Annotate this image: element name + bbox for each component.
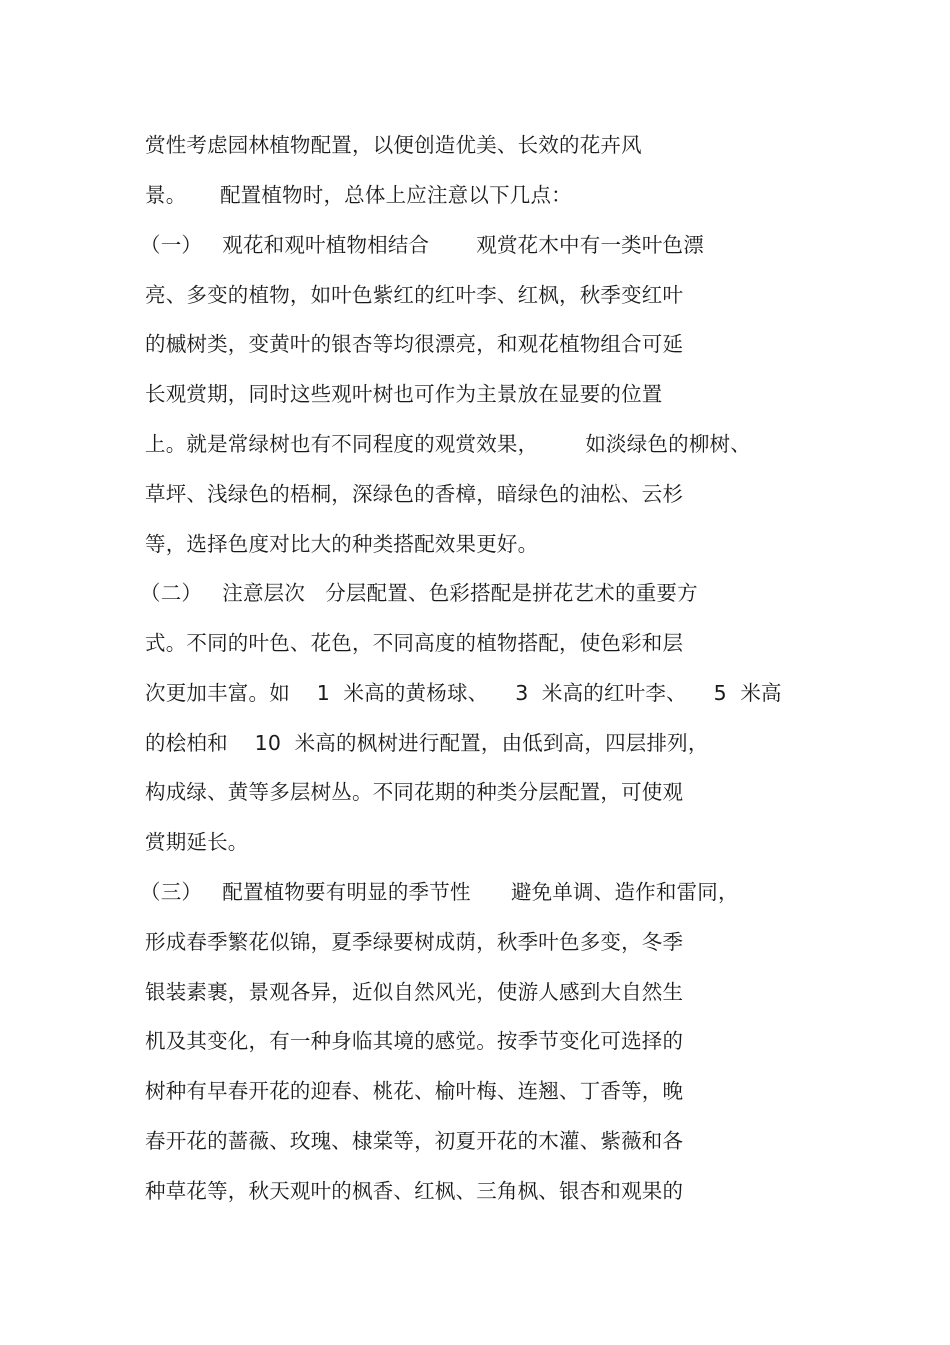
text-line: 赏期延长。 bbox=[145, 830, 249, 854]
text-line: 的槭树类，变黄叶的银杏等均很漂亮，和观花植物组合可延 bbox=[145, 332, 684, 356]
text-line: （一） 观花和观叶植物相结合 观赏花木中有一类叶色漂 bbox=[140, 233, 704, 257]
text-line: 构成绿、黄等多层树丛。不同花期的种类分层配置，可使观 bbox=[145, 780, 684, 804]
text-line: （二） 注意层次 分层配置、色彩搭配是拼花艺术的重要方 bbox=[140, 581, 698, 605]
text-line: 亮、多变的植物，如叶色紫红的红叶李、红枫，秋季变红叶 bbox=[145, 283, 684, 307]
text-line: 的桧柏和 10 米高的枫树进行配置，由低到高，四层排列， bbox=[145, 731, 709, 755]
text-line: 形成春季繁花似锦，夏季绿要树成荫，秋季叶色多变，冬季 bbox=[145, 930, 684, 954]
text-line: 种草花等，秋天观叶的枫香、红枫、三角枫、银杏和观果的 bbox=[145, 1179, 684, 1203]
text-line: 等，选择色度对比大的种类搭配效果更好。 bbox=[145, 532, 539, 556]
text-line: 上。就是常绿树也有不同程度的观赏效果， 如淡绿色的柳树、 bbox=[145, 432, 751, 456]
text-line: 次更加丰富。如 1 米高的黄杨球、 3 米高的红叶李、 5 米高 bbox=[145, 681, 782, 705]
text-line: 景。 配置植物时，总体上应注意以下几点： bbox=[145, 183, 572, 207]
text-line: 银装素裹，景观各异，近似自然风光，使游人感到大自然生 bbox=[145, 980, 684, 1004]
text-line: 式。不同的叶色、花色，不同高度的植物搭配，使色彩和层 bbox=[145, 631, 684, 655]
text-line: 树种有早春开花的迎春、桃花、榆叶梅、连翘、丁香等，晚 bbox=[145, 1079, 684, 1103]
text-line: 草坪、浅绿色的梧桐，深绿色的香樟，暗绿色的油松、云杉 bbox=[145, 482, 684, 506]
text-line: 赏性考虑园林植物配置，以便创造优美、长效的花卉风 bbox=[145, 133, 642, 157]
text-line: 春开花的蔷薇、玫瑰、棣棠等，初夏开花的木灌、紫薇和各 bbox=[145, 1129, 684, 1153]
text-line: 长观赏期，同时这些观叶树也可作为主景放在显要的位置 bbox=[145, 382, 663, 406]
text-line: 机及其变化，有一种身临其境的感觉。按季节变化可选择的 bbox=[145, 1029, 684, 1053]
text-line: （三） 配置植物要有明显的季节性 避免单调、造作和雷同， bbox=[140, 880, 739, 904]
